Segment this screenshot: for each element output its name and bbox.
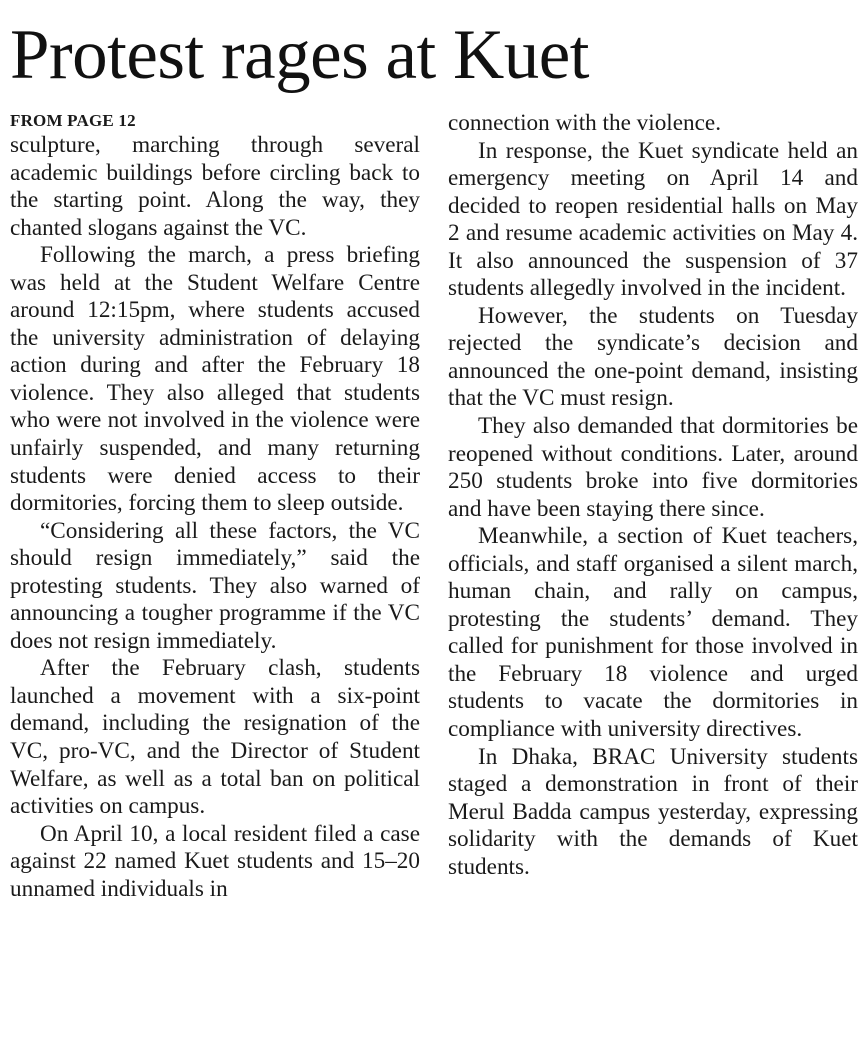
paragraph: “Considering all these factors, the VC should resign immediately,” said the protesting students. They also warned of announcing a tougher programme if the VC does not resign immediately. [10,517,420,654]
paragraph: On April 10, a local resident filed a case against 22 named Kuet students and 15–20 unnamed individuals in [10,820,420,902]
paragraph: They also demanded that dormitories be reopened without conditions. Later, around 250 students broke into five dormitories and have been staying there since. [448,413,858,522]
paragraph: After the February clash, students launched a movement with a six-point demand, including the resignation of the VC, pro-VC, and the Director of Student Welfare, as well as a total ban on political activities on campus. [10,655,420,820]
paragraph: Following the march, a press briefing was held at the Student Welfare Centre around 12:15pm, where students accused the university administration of delaying action during and after the February 18 violence. They also alleged that students who were not involved in the violence were unfairly suspended, and many returning students were denied access to their dormitories, forcing them to sleep outside. [10,242,420,517]
article-column-right [448,110,858,881]
paragraph: In response, the Kuet syndicate held an emergency meeting on April 14 and decided to reopen residential halls on May 2 and resume academic activities on May 4. It also announced the suspension of 37 students allegedly involved in the incident. [448,137,858,302]
paragraph-continuation: sculpture, marching through several academic buildings before circling back to the starting point. Along the way, they chanted slogans against the VC. [10,132,420,241]
headline: Protest rages at Kuet [10,16,590,94]
paragraph: However, the students on Tuesday rejected the syndicate’s decision and announced the one-point demand, insisting that the VC must resign. [448,302,858,412]
paragraph: Meanwhile, a section of Kuet teachers, officials, and staff organised a silent march, human chain, and rally on campus, protesting the students’ demand. They called for punishment for those involved in the February 18 violence and urged students to vacate the dormitories in compliance with university directives. [448,523,858,743]
page-continuation-label: FROM PAGE 12 [10,111,136,130]
paragraph-continuation: connection with the violence. [448,110,722,136]
paragraph: In Dhaka, BRAC University students staged a demonstration in front of their Merul Badda campus yesterday, expressing solidarity with the demands of Kuet students. [448,743,858,880]
article-column-left [10,110,420,903]
